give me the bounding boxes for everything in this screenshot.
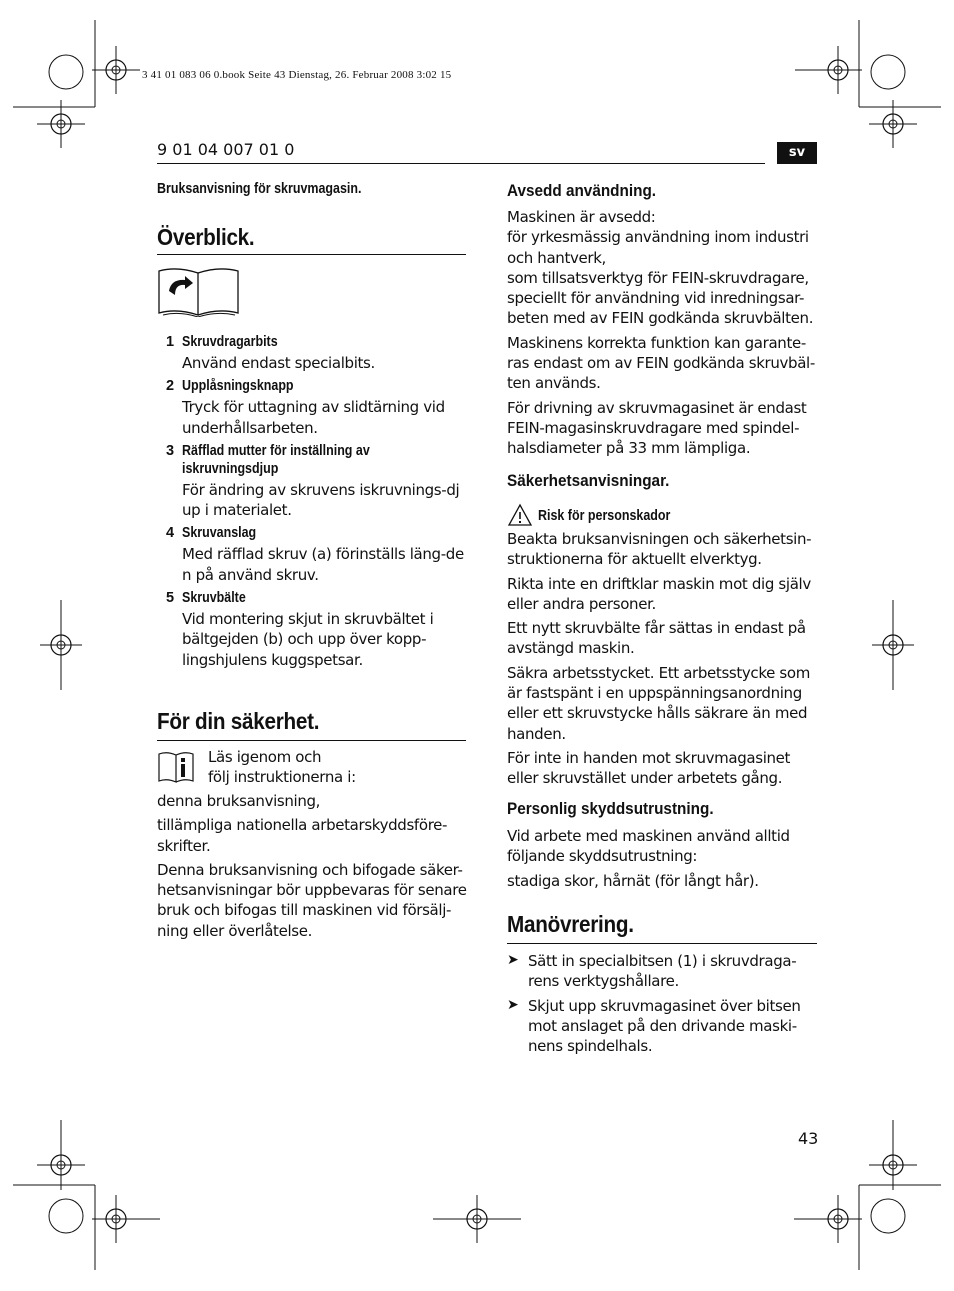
arrow-right-icon: ➤ [507, 952, 519, 968]
warning-label: Risk för personskador [538, 508, 671, 524]
info-icon [157, 750, 195, 784]
list-item: ➤ Skjut upp skruvmagasinet över bitsen mot anslaget på den drivande maski-nens spindelhals. [507, 996, 801, 1056]
overview-rule [157, 254, 466, 255]
warning-icon [507, 503, 533, 527]
overview-heading: Överblick. [157, 224, 255, 250]
intro-title: Bruksanvisning för skruvmagasin. [157, 181, 362, 197]
operation-rule [507, 943, 817, 944]
operation-heading: Manövrering. [507, 911, 634, 937]
arrow-right-icon: ➤ [507, 996, 519, 1013]
list-item: 3 Räfflad mutter för inställning av iskruvningsdjup För ändring av skruvens iskruvnings-djup i materialet. [166, 442, 460, 520]
book-icon [157, 265, 241, 317]
header-rule [157, 163, 765, 164]
list-item: 1 Skruvdragarbits Använd endast specialbits. [166, 334, 375, 372]
info-text-2: följ instruktionerna i: [208, 768, 356, 786]
safety-text: denna bruksanvisning, tillämpliga nationella arbetarskyddsföre-skrifter. Denna bruksanvisning och bifogade säker-hetsanvisningar bör uppbevaras för senare bruk och bifogas till maskinen vid försälj-ning eller överlåtelse. [157, 792, 467, 940]
intended-use-text: Maskinen är avsedd: för yrkesmässig användning inom industri och hantverk, som tillsatsverktyg för FEIN-skruvdragare, speciellt för användning vid inredningsar-beten med av FEIN godkända skruvbälten. Maskinens korrekta funktion kan garante-ras endast om av FEIN godkända skruvbäl-ten används. För drivning av skruvmagasinet är endast FEIN-magasinskruvdragare med spindel-halsdiameter på 33 mm lämpliga. [507, 208, 815, 458]
safety-heading: För din säkerhet. [157, 708, 320, 734]
overview-list [157, 334, 467, 670]
list-item: 2 Upplåsningsknapp Tryck för uttagning av slidtärning vid underhållsarbeten. [166, 378, 445, 437]
ppe-heading: Personlig skyddsutrustning. [507, 799, 714, 818]
list-item: 5 Skruvbälte Vid montering skjut in skruvbältet i bältgejden (b) och upp över kopp-lingshjulens kuggspetsar. [166, 590, 434, 669]
print-slug: 3 41 01 083 06 0.book Seite 43 Dienstag, 26. Februar 2008 3:02 15 [142, 69, 452, 81]
document-number: 9 01 04 007 01 0 [157, 140, 295, 159]
operation-steps [507, 951, 819, 1056]
list-item: ➤ Sätt in specialbitsen (1) i skruvdraga-rens verktygshållare. [507, 952, 797, 991]
safety-rule [157, 740, 466, 741]
safety-instructions-heading: Säkerhetsanvisningar. [507, 471, 670, 490]
intended-use-heading: Avsedd användning. [507, 181, 657, 200]
language-badge: sv [777, 142, 817, 164]
list-item: 4 Skruvanslag Med räfflad skruv (a) förinställs läng-den på använd skruv. [166, 525, 464, 584]
info-text-1: Läs igenom och [208, 748, 322, 766]
ppe-text: Vid arbete med maskinen använd alltid följande skyddsutrustning: stadiga skor, hårnät (för långt hår). [507, 827, 790, 890]
page-number: 43 [798, 1129, 819, 1148]
safety-instructions-text: Beakta bruksanvisningen och säkerhetsin-struktionerna för aktuellt elverktyg. Rikta inte en driftklar maskin mot dig själv eller andra personer. Ett nytt skruvbälte får sättas in endast på avstängd maskin. Säkra arbetsstycket. Ett arbetsstycke som är fastspänt i en uppspänningsanordning eller ett skruvstycke hålls säkrare än med handen. För inte in handen mot skruvmagasinet eller skruvstället under arbetets gång. [507, 530, 812, 788]
